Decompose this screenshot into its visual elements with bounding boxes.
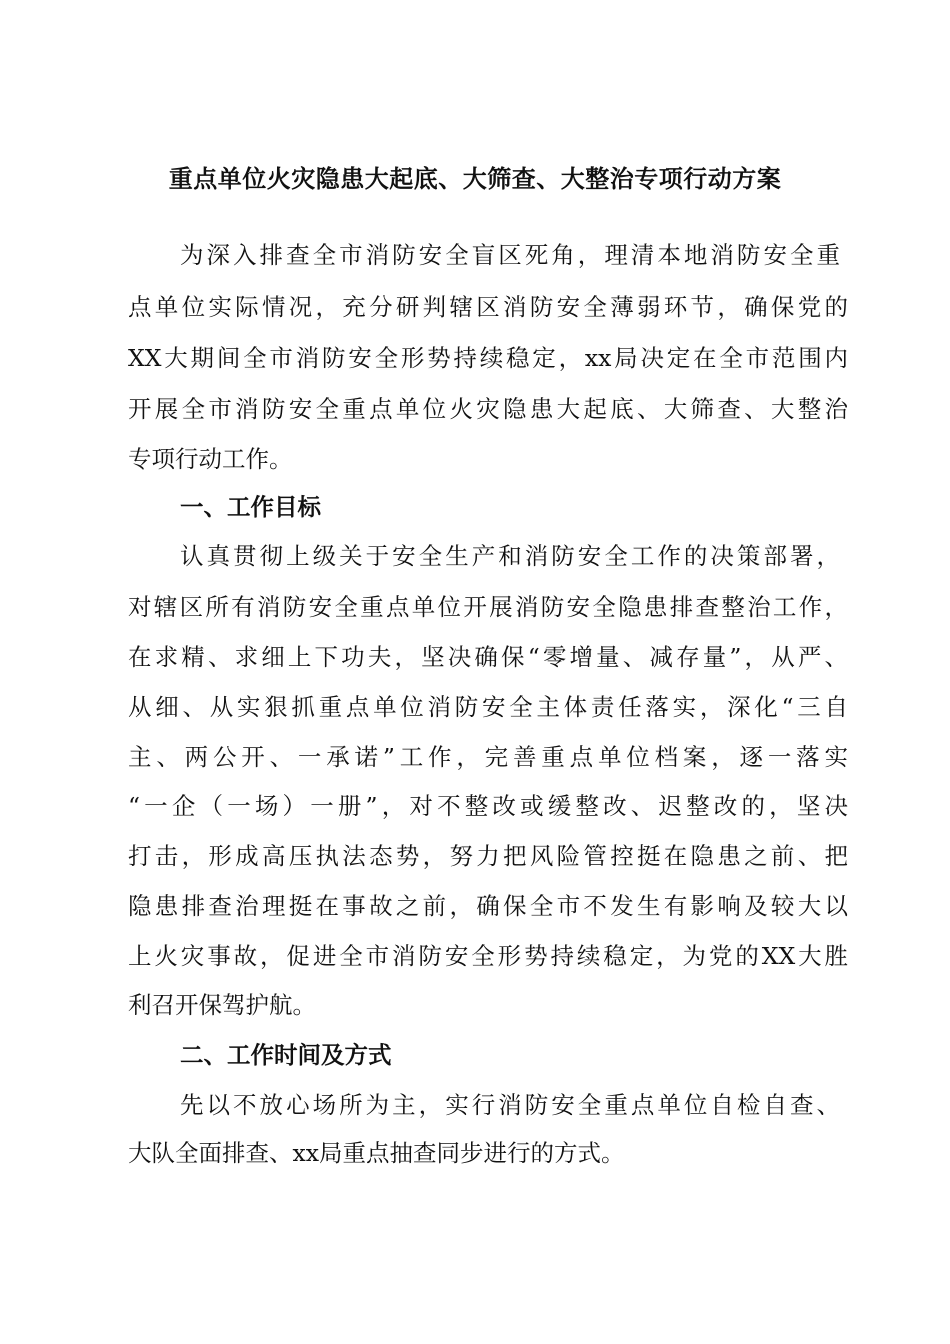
section-2-line-2: 大队全面排查、xx局重点抽查同步进行的方式。 — [128, 1139, 625, 1167]
section-1-heading: 一、工作目标 — [180, 493, 321, 521]
section-1-line-7: 打击，形成高压执法态势，努力把风险管控挺在隐患之前、把 — [128, 842, 848, 870]
intro-line-3: XX大期间全市消防安全形势持续稳定，xx局决定在全市范围内 — [128, 344, 848, 372]
document-title: 重点单位火灾隐患大起底、大筛查、大整治专项行动方案 — [168, 165, 782, 193]
intro-line-5: 专项行动工作。 — [128, 445, 293, 473]
intro-line-4: 开展全市消防安全重点单位火灾隐患大起底、大筛查、大整治 — [128, 395, 848, 423]
section-1-line-8: 隐患排查治理挺在事故之前，确保全市不发生有影响及较大以 — [128, 892, 848, 920]
section-1-line-3: 在求精、求细上下功夫，坚决确保“零增量、减存量”，从严、 — [128, 643, 848, 671]
section-1-line-5: 主、两公开、一承诺”工作，完善重点单位档案，逐一落实 — [128, 743, 848, 771]
section-1-line-10: 利召开保驾护航。 — [128, 991, 316, 1019]
section-1-line-6: “一企（一场）一册”，对不整改或缓整改、迟整改的，坚决 — [128, 792, 848, 820]
section-1-line-9: 上火灾事故，促进全市消防安全形势持续稳定，为党的XX大胜 — [128, 942, 848, 970]
section-1-line-4: 从细、从实狠抓重点单位消防安全主体责任落实，深化“三自 — [128, 693, 848, 721]
section-2-heading: 二、工作时间及方式 — [180, 1041, 392, 1069]
section-2-line-1: 先以不放心场所为主，实行消防安全重点单位自检自查、 — [180, 1091, 840, 1119]
section-1-line-1: 认真贯彻上级关于安全生产和消防安全工作的决策部署， — [180, 542, 840, 570]
intro-line-2: 点单位实际情况，充分研判辖区消防安全薄弱环节，确保党的 — [128, 293, 848, 321]
intro-line-1: 为深入排查全市消防安全盲区死角，理清本地消防安全重 — [180, 241, 840, 269]
section-1-line-2: 对辖区所有消防安全重点单位开展消防安全隐患排查整治工作， — [128, 593, 848, 621]
